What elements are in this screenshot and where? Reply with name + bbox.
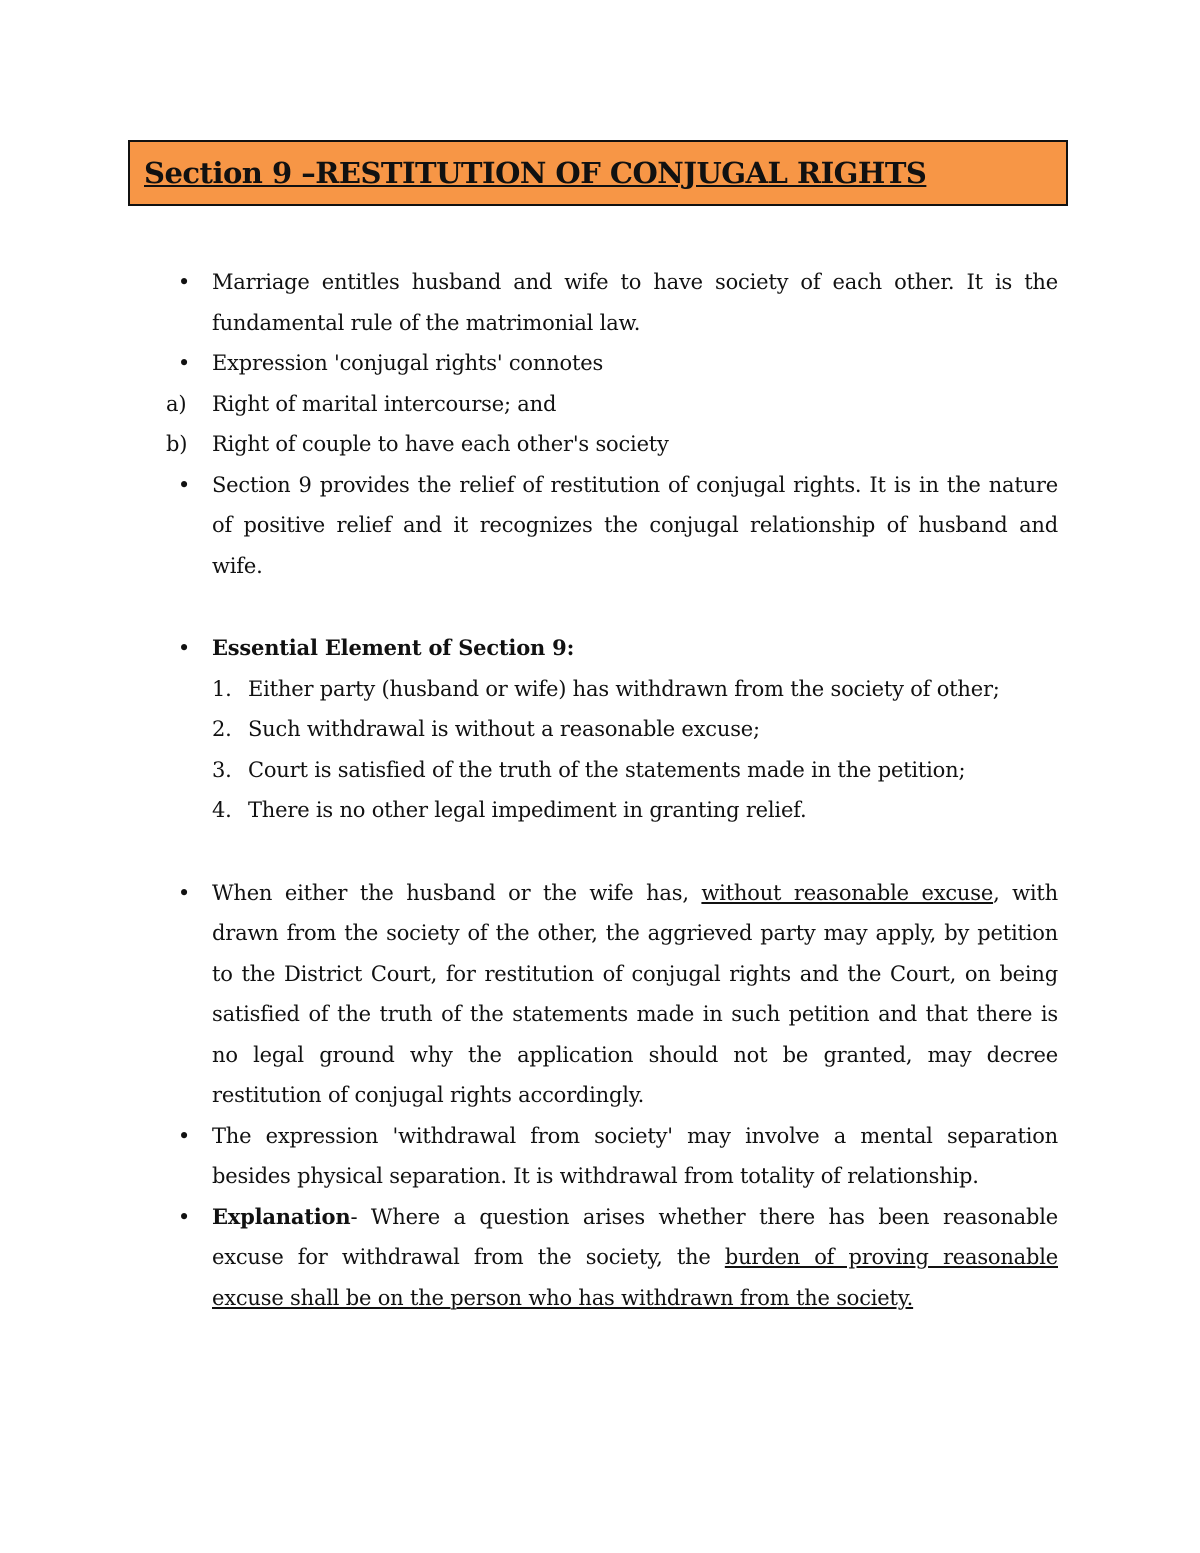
title-banner (128, 140, 1068, 206)
bullet-icon: • (177, 880, 191, 905)
list-item (172, 1116, 1058, 1197)
paragraph-text: When either the husband or the wife has, (212, 880, 702, 905)
item-number: 4. (212, 798, 232, 822)
spacer (172, 586, 1058, 628)
paragraph-text: - Where a question arises whether there has been reasonable excuse for withdrawal from the society, the (212, 1204, 1058, 1269)
paragraph-text: Section 9 provides the relief of restitution of conjugal rights. It is in the nature of positive relief and it recognizes the conjugal relationship of husband and wife. (212, 472, 1058, 578)
item-text: Either party (husband or wife) has withdrawn from the society of other; (248, 676, 1000, 701)
paragraph-text: The expression 'withdrawal from society' may involve a mental separation besides physical separation. It is withdrawal from totality of relationship. (212, 1123, 1058, 1188)
item-number: 2. (212, 717, 232, 741)
paragraph-text: , with drawn from the society of the other, the aggrieved party may apply, by petition to the District Court, for restitution of conjugal rights and the Court, on being satisfied of the truth of the statements made in such petition and that there is no legal ground why the application should not be granted, may decree restitution of conjugal rights accordingly. (212, 880, 1058, 1107)
item-text: Such withdrawal is without a reasonable excuse; (248, 717, 760, 741)
list-marker: a) (166, 391, 187, 416)
list-marker: b) (166, 432, 188, 456)
document-body (166, 262, 1058, 1318)
paragraph-text: Marriage entitles husband and wife to have society of each other. It is the fundamental rule of the matrimonial law. (212, 270, 1058, 335)
item-text: Court is satisfied of the truth of the statements made in the petition; (248, 757, 966, 782)
bullet-icon: • (177, 1204, 191, 1229)
bullet-icon: • (177, 270, 191, 294)
bullet-icon: • (177, 636, 191, 660)
numbered-item (172, 750, 1058, 791)
paragraph-text: Right of couple to have each other's society (212, 432, 669, 456)
list-item (172, 628, 1058, 669)
item-number: 3. (212, 757, 232, 782)
numbered-item (172, 790, 1058, 831)
list-item (172, 873, 1058, 1116)
numbered-item (172, 669, 1058, 710)
numbered-item (172, 709, 1058, 750)
spacer (172, 831, 1058, 873)
list-item (172, 343, 1058, 384)
bullet-icon: • (177, 1123, 191, 1148)
list-item (166, 384, 1058, 425)
underlined-phrase: burden of proving reasonable excuse shall be on the person who has withdrawn from the society. (212, 1245, 1058, 1310)
paragraph-text: Right of marital intercourse; and (212, 391, 557, 416)
list-item (172, 262, 1058, 343)
bullet-icon: • (177, 472, 191, 497)
item-text: There is no other legal impediment in granting relief. (248, 798, 807, 822)
list-item (166, 424, 1058, 465)
list-item (172, 465, 1058, 587)
explanation-label: Explanation (212, 1203, 351, 1229)
item-number: 1. (212, 676, 232, 701)
bullet-icon: • (177, 351, 191, 375)
underlined-phrase: without reasonable excuse (701, 880, 994, 905)
section-heading: Essential Element of Section 9: (212, 635, 575, 660)
list-item (172, 1197, 1058, 1319)
paragraph-text: Expression 'conjugal rights' connotes (212, 351, 604, 375)
page-title: Section 9 –RESTITUTION OF CONJUGAL RIGHTS (144, 156, 927, 190)
